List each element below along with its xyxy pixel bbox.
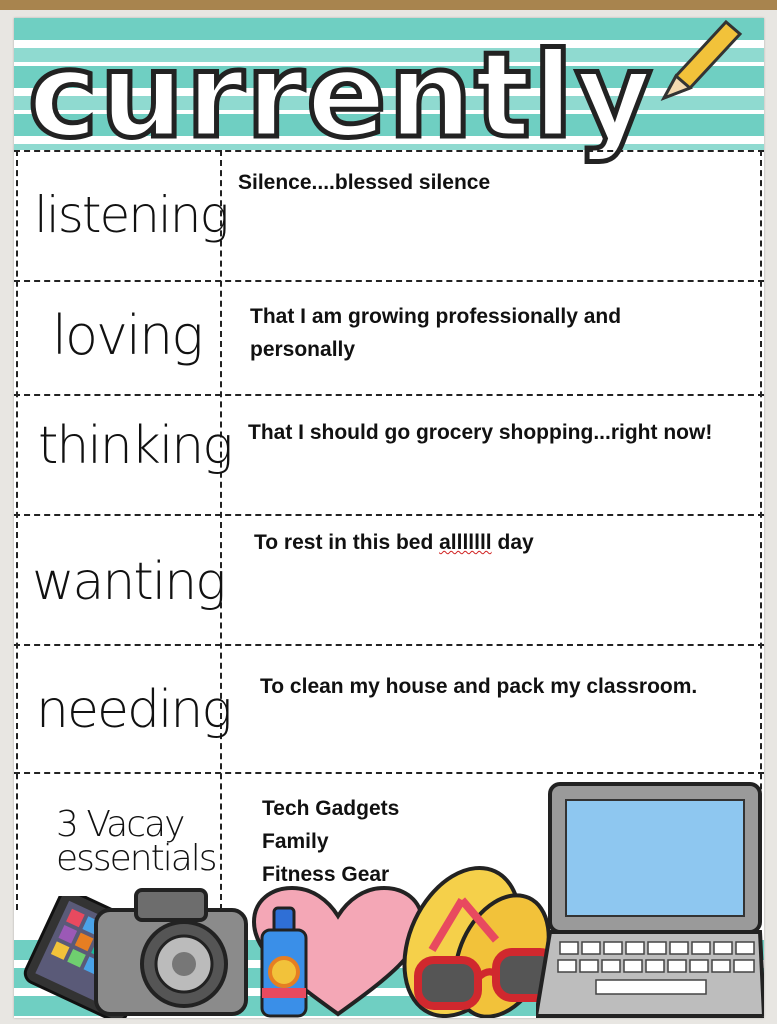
label-loving: loving	[52, 304, 202, 367]
row-divider	[14, 280, 764, 282]
wood-frame-edge	[0, 0, 777, 10]
camera-icon	[86, 880, 256, 1018]
label-needing: needing	[36, 680, 231, 740]
list-item: Fitness Gear	[262, 863, 390, 886]
sunscreen-bottle-icon	[256, 906, 312, 1018]
table-left-border	[16, 150, 18, 910]
list-item: Family	[262, 830, 329, 853]
misspelled-word: alllllll	[439, 531, 492, 554]
row-divider	[14, 150, 764, 152]
answer-wanting-end: day	[491, 531, 534, 554]
row-divider	[14, 644, 764, 646]
row-divider	[14, 772, 764, 774]
answer-needing: To clean my house and pack my classroom.	[260, 675, 698, 698]
row-divider	[14, 394, 764, 396]
answer-listening: Silence....blessed silence	[238, 171, 491, 194]
row-divider	[14, 514, 764, 516]
currently-sheet	[14, 18, 764, 1018]
label-line-1: 3 Vacay	[56, 804, 184, 845]
laptop-icon	[536, 778, 764, 1018]
column-divider	[220, 150, 222, 910]
title-currently	[22, 36, 722, 166]
label-thinking: thinking	[38, 416, 232, 476]
answer-thinking: That I should go grocery shopping...right now!	[248, 421, 713, 444]
list-item: Tech Gadgets	[262, 797, 400, 820]
answer-wanting	[254, 526, 534, 559]
pencil-icon	[654, 18, 744, 108]
label-vacay-essentials	[56, 804, 216, 879]
title-text: currently	[28, 36, 655, 164]
answer-wanting-start: To rest in this bed	[254, 531, 440, 554]
answer-essentials-list	[262, 792, 399, 891]
label-wanting: wanting	[32, 552, 225, 612]
answer-loving: That I am growing professionally and personally	[250, 305, 622, 361]
label-line-2: essentials	[56, 838, 216, 879]
label-listening: listening	[34, 186, 228, 244]
